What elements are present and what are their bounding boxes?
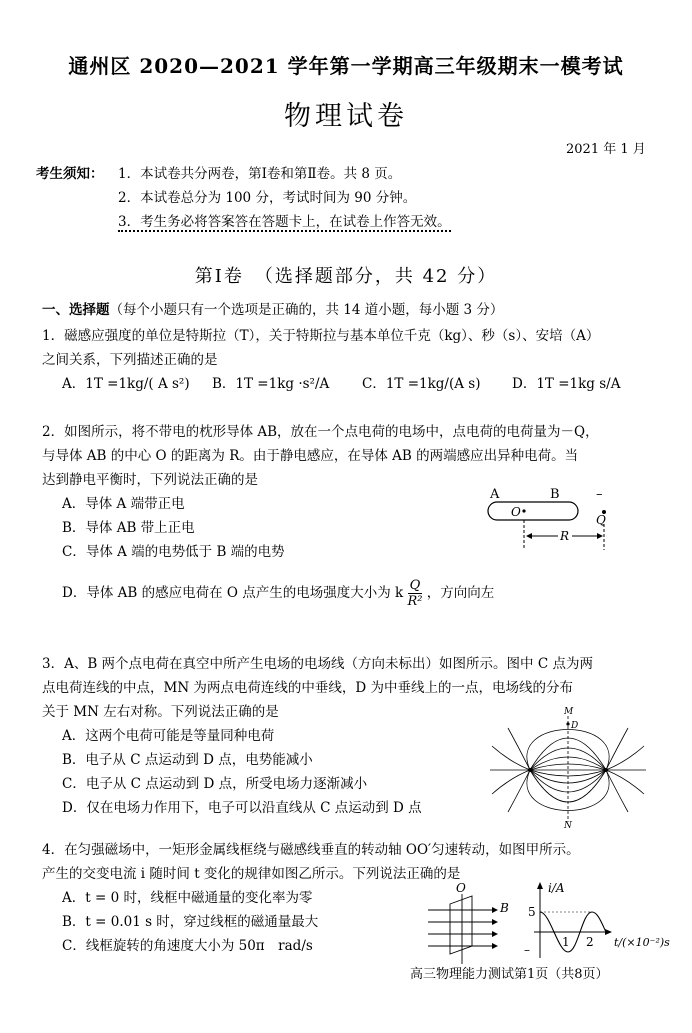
charge-a — [528, 768, 532, 772]
notice-item: 2．本试卷总分为 100 分，考试时间为 90 分钟。 — [118, 190, 417, 206]
q3-stem: 3．A、B 两个点电荷在真空中所产生电场的电场线（方向未标出）如图所示。图中 C 点为两 — [42, 656, 593, 672]
center-point-o — [522, 509, 525, 512]
label-a: A — [490, 487, 500, 502]
label-d: D — [571, 721, 579, 731]
q2-option-d-text: D．导体 AB 的感应电荷在 O 点产生的电场强度大小为 k — [62, 585, 404, 601]
q1-stem: 之间关系，下列描述正确的是 — [42, 352, 218, 368]
label-q: Q — [596, 513, 606, 527]
label-n: N — [564, 821, 572, 830]
q3-stem: 点电荷连线的中点，MN 为两点电荷连线的中垂线，D 为中垂线上的一点，电场线的分布 — [42, 680, 574, 696]
exam-date: 2021 年 1 月 — [566, 142, 646, 157]
q1-option-b: B．1T =1kg ·s²/A — [212, 376, 330, 392]
candidate-notice — [36, 162, 451, 234]
q1-stem: 1．磁感应强度的单位是特斯拉（T），关于特斯拉与基本单位千克（kg）、秒（s）、安培（A） — [42, 328, 600, 344]
label-m: M — [564, 707, 574, 717]
label-r: R — [560, 529, 570, 543]
notice-item: 3．考生务必将答案答在答题卡上，在试卷上作答无效。 — [118, 214, 451, 230]
q2-option-d — [62, 578, 494, 609]
q2-option-d-tail: ，方向向左 — [426, 585, 495, 601]
label-b-field: B — [500, 901, 509, 915]
q3-stem: 关于 MN 左右对称。下列说法正确的是 — [42, 704, 279, 720]
q4-option-a: A．t = 0 时，线框中磁通量的变化率为零 — [62, 890, 313, 906]
q2-stem: 与导体 AB 的中心 O 的距离为 R。由于静电感应，在导体 AB 的两端感应出异种电荷。当 — [42, 448, 579, 464]
charge-b — [604, 768, 608, 772]
tick-one: 1 — [562, 935, 570, 949]
fraction — [408, 578, 423, 609]
section-title: 第Ⅰ卷 （选择题部分，共 42 分） — [194, 266, 498, 287]
tick-two: 2 — [586, 935, 594, 949]
q1-option-a: A．1T =1kg/( A s²) — [62, 376, 190, 392]
exam-title: 通州区 2020—2021 学年第一学期高三年级期末一模考试 — [68, 54, 624, 78]
point-d — [566, 722, 569, 725]
q4-coil-figure — [420, 880, 520, 965]
notice-item: 1．本试卷共分两卷，第Ⅰ卷和第Ⅱ卷。共 8 页。 — [118, 166, 402, 182]
q2-stem: 达到静电平衡时，下列说法正确的是 — [42, 472, 258, 488]
tick-five: 5 — [528, 905, 536, 919]
q3-option-a: A．这两个电荷可能是等量同种电荷 — [62, 728, 275, 744]
fraction-numerator: Q — [409, 578, 421, 593]
q4-current-graph — [520, 880, 670, 960]
pillow-conductor — [488, 502, 578, 520]
notice-label: 考生须知： — [36, 166, 104, 182]
label-minus: – — [596, 487, 603, 502]
label-o: O — [511, 505, 521, 519]
q1-option-d: D．1T =1kg s/A — [512, 376, 621, 392]
exam-subtitle: 物理试卷 — [284, 101, 408, 132]
part-heading — [42, 298, 503, 322]
q2-option-b: B．导体 AB 带上正电 — [62, 520, 195, 536]
axis-label-t: t/(×10⁻²)s — [614, 936, 670, 949]
page-footer: 高三物理能力测试第1页（共8页） — [410, 967, 609, 982]
q4-option-c: C．线框旋转的角速度大小为 50π rad/s — [62, 938, 313, 954]
q4-stem: 产生的交变电流 i 随时间 t 变化的规律如图乙所示。下列说法正确的是 — [42, 866, 461, 882]
fraction-denominator: R² — [407, 594, 423, 609]
q3-option-c: C．电子从 C 点运动到 D 点，所受电场力逐渐减小 — [62, 776, 368, 792]
q2-option-c: C．导体 A 端的电势低于 B 端的电势 — [62, 544, 285, 560]
label-o: O — [456, 881, 466, 895]
q4-option-b: B．t = 0.01 s 时，穿过线框的磁通量最大 — [62, 914, 319, 930]
part-label: 一、选择题 — [42, 302, 110, 318]
q3-field-line-figure — [486, 706, 650, 830]
part-note: （每个小题只有一个选项是正确的，共 14 道小题，每小题 3 分） — [109, 302, 504, 318]
tick-minus: – — [524, 943, 530, 957]
axis-label-i: i/A — [548, 881, 565, 895]
q3-option-d: D．仅在电场力作用下，电子可以沿直线从 C 点运动到 D 点 — [62, 800, 422, 816]
q2-stem: 2．如图所示，将不带电的枕形导体 AB，放在一个点电荷的电场中，点电荷的电荷量为－Q， — [42, 424, 599, 440]
q2-figure — [480, 484, 650, 554]
q2-option-a: A．导体 A 端带正电 — [62, 496, 185, 512]
q4-stem: 4．在匀强磁场中，一矩形金属线框绕与磁感线垂直的转动轴 OO′匀速转动，如图甲所示。 — [42, 842, 580, 858]
q1-option-c: C．1T =1kg/(A s) — [362, 376, 481, 392]
q1-options — [62, 372, 662, 396]
q3-option-b: B．电子从 C 点运动到 D 点，电势能减小 — [62, 752, 313, 768]
label-b: B — [550, 487, 560, 502]
